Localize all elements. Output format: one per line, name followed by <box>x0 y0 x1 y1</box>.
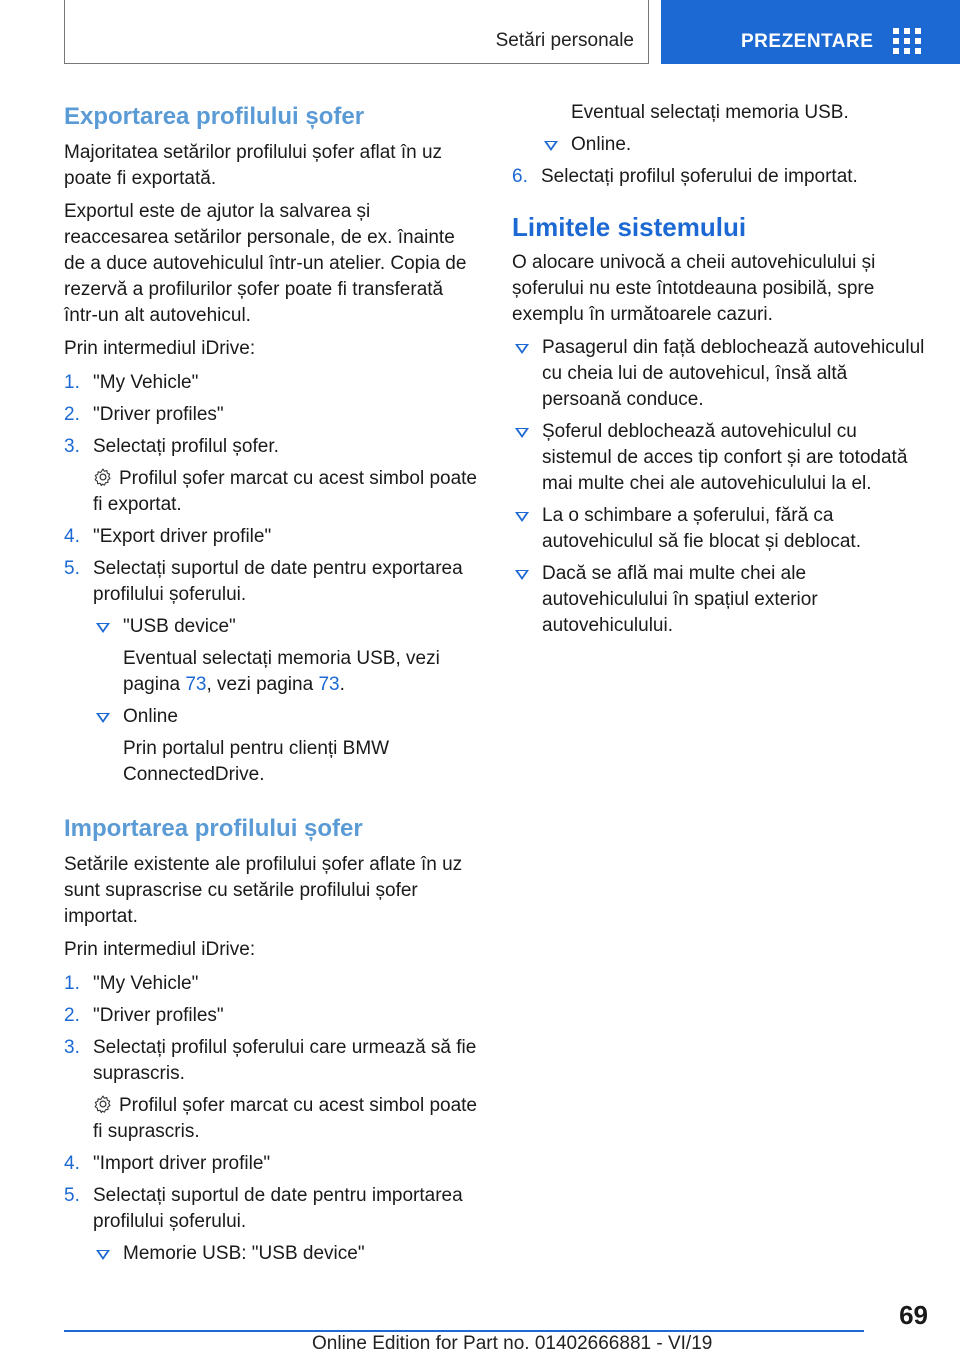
export-intro: Prin intermediul iDrive: <box>64 338 256 359</box>
triangle-bullet-icon <box>515 428 529 438</box>
export-option-usb <box>93 614 480 698</box>
option-label: Online. <box>571 134 632 155</box>
page-link[interactable]: 73 <box>318 674 340 695</box>
triangle-bullet-icon <box>515 344 529 354</box>
continued-option-online <box>541 132 928 158</box>
overview-tab-label: PREZENTARE <box>741 31 874 52</box>
import-step-5 <box>64 1183 480 1267</box>
header-section-box <box>64 0 649 64</box>
detail-text: Eventual selectați memoria USB, vezi pagina <box>123 648 440 695</box>
step-number: 4. <box>64 1153 80 1174</box>
limits-item-text: La o schimbare a șoferului, fără ca autovehiculul să fie blocat și deblocat. <box>542 505 861 552</box>
step-text: "Driver profiles" <box>93 404 224 425</box>
export-steps <box>64 370 480 788</box>
triangle-bullet-icon <box>96 1250 110 1260</box>
step-text: Selectați profilul șoferului care urmează să fie suprascris. <box>93 1037 477 1084</box>
export-option-online <box>93 704 480 788</box>
import-option-usb <box>93 1241 480 1267</box>
page-link[interactable]: 73 <box>185 674 207 695</box>
export-step-5 <box>64 556 480 788</box>
export-para-2: Exportul este de ajutor la salvarea și reaccesarea setărilor personale, de ex. înainte de a duce autovehiculul într-un atelier. Copia de rezervă a profilurilor șofer poate fi transferată într-un alt autovehicul. <box>64 201 467 326</box>
step-text: "Import driver profile" <box>93 1153 271 1174</box>
import-step-2 <box>64 1003 480 1029</box>
triangle-bullet-icon <box>96 713 110 723</box>
triangle-bullet-icon <box>96 623 110 633</box>
export-step-1 <box>64 370 480 396</box>
detail-text: , vezi pagina <box>206 674 319 695</box>
step-text: Selectați profilul șofer. <box>93 436 279 457</box>
step-text: Selectați suportul de date pentru importarea profilului șoferului. <box>93 1185 463 1232</box>
gear-icon <box>93 1094 113 1114</box>
option-label: "USB device" <box>123 616 236 637</box>
export-para-1: Majoritatea setărilor profilului șofer aflat în uz poate fi exportată. <box>64 142 443 189</box>
note-text: Profilul șofer marcat cu acest simbol poate fi suprascris. <box>93 1095 477 1142</box>
import-step-3 <box>64 1035 480 1145</box>
step-text: Selectați profilul șoferului de importat. <box>541 166 858 187</box>
step-text: "My Vehicle" <box>93 372 199 393</box>
step-number: 1. <box>64 973 80 994</box>
option-detail <box>123 646 480 698</box>
limits-item-text: Șoferul deblochează autovehiculul cu sistemul de acces tip confort și are totodată mai multe chei ale autovehiculului la el. <box>542 421 908 494</box>
note-text: Profilul șofer marcat cu acest simbol poate fi exportat. <box>93 468 477 515</box>
option-label: Memorie USB: "USB device" <box>123 1243 365 1264</box>
import-step-1 <box>64 971 480 997</box>
step-number: 5. <box>64 1185 80 1206</box>
left-column <box>64 100 480 1273</box>
option-label: Online <box>123 706 178 727</box>
export-step-4 <box>64 524 480 550</box>
step-text: Selectați suportul de date pentru exportarea profilului șoferului. <box>93 558 463 605</box>
step-text: "My Vehicle" <box>93 973 199 994</box>
step-text: "Driver profiles" <box>93 1005 224 1026</box>
step-number: 3. <box>64 1037 80 1058</box>
limits-item <box>512 419 928 497</box>
export-step-3-note <box>93 466 480 518</box>
grid-menu-icon[interactable] <box>893 28 923 54</box>
triangle-bullet-icon <box>515 570 529 580</box>
limits-para-1: O alocare univocă a cheii autovehiculului și șoferului nu este întotdeauna posibilă, spre exemplu în următoarele cazuri. <box>512 252 876 325</box>
overview-tab[interactable] <box>661 0 960 64</box>
import-intro: Prin intermediul iDrive: <box>64 939 256 960</box>
step-text: "Export driver profile" <box>93 526 272 547</box>
import-heading: Importarea profilului șofer <box>64 815 363 842</box>
import-step-4 <box>64 1151 480 1177</box>
footer-edition: Online Edition for Part no. 01402666881 - VI/19 <box>312 1333 713 1354</box>
detail-text: . <box>339 674 345 695</box>
step-number: 6. <box>512 166 528 187</box>
right-column <box>512 100 928 645</box>
limits-item <box>512 561 928 639</box>
step-number: 3. <box>64 436 80 457</box>
triangle-bullet-icon <box>515 512 529 522</box>
import-step-6 <box>512 164 928 190</box>
import-steps <box>64 971 480 1267</box>
step-number: 5. <box>64 558 80 579</box>
import-options <box>93 1241 480 1267</box>
limits-item-text: Pasagerul din față deblochează autovehiculul cu cheia lui de autovehicul, însă altă persoană conduce. <box>542 337 925 410</box>
export-step-2 <box>64 402 480 428</box>
export-step-3 <box>64 434 480 518</box>
step-number: 2. <box>64 404 80 425</box>
step-number: 1. <box>64 372 80 393</box>
limits-list <box>512 335 928 639</box>
limits-heading: Limitele sistemului <box>512 212 747 242</box>
import-step-3-note <box>93 1093 480 1145</box>
limits-item-text: Dacă se află mai multe chei ale autovehiculului în spațiul exterior autovehiculului. <box>542 563 818 636</box>
page-number: 69 <box>899 1300 928 1330</box>
export-options <box>93 614 480 788</box>
export-heading: Exportarea profilului șofer <box>64 103 365 130</box>
limits-item <box>512 503 928 555</box>
gear-icon <box>93 467 113 487</box>
footer-divider <box>64 1330 864 1332</box>
option-detail: Prin portalul pentru clienți BMW ConnectedDrive. <box>123 738 390 785</box>
triangle-bullet-icon <box>544 141 558 151</box>
limits-item <box>512 335 928 413</box>
continued-detail: Eventual selectați memoria USB. <box>571 102 849 123</box>
section-title: Setări personale <box>495 30 634 51</box>
step-number: 2. <box>64 1005 80 1026</box>
step-number: 4. <box>64 526 80 547</box>
import-para-1: Setările existente ale profilului șofer aflate în uz sunt suprascrise cu setările profilului șofer importat. <box>64 854 463 927</box>
